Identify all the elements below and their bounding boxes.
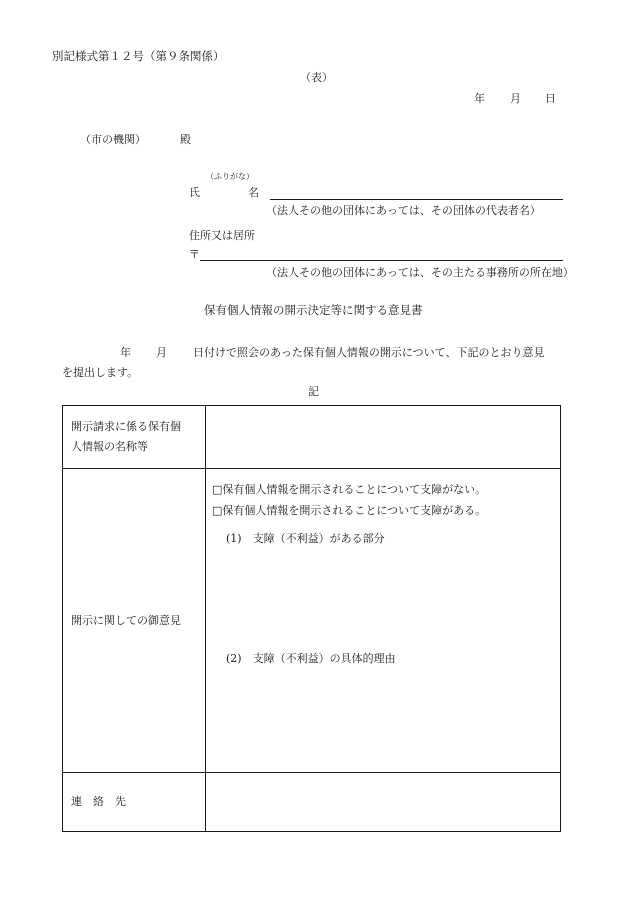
- name-note: （法人その他の団体にあっては、その団体の代表者名）: [266, 204, 541, 217]
- name-label-char1: 氏: [189, 186, 200, 199]
- opinion-form-table: [62, 405, 561, 832]
- sub-item-specific-reason: (2) 支障（不利益）の具体的理由: [226, 652, 396, 665]
- date-year-label: 年: [474, 92, 485, 105]
- ki-heading: 記: [308, 385, 319, 398]
- request-info-label-line2: 人情報の名称等: [71, 440, 148, 453]
- address-input-line[interactable]: [200, 260, 563, 261]
- table-row-opinion: [63, 469, 561, 773]
- contact-label: 連 絡 先: [63, 773, 206, 832]
- name-label-char2: 名: [248, 186, 259, 199]
- side-label: （表）: [300, 71, 333, 84]
- addressee-organ: （市の機関）: [80, 133, 146, 146]
- contact-input[interactable]: [206, 773, 561, 832]
- sub-item-affected-part: (1) 支障（不利益）がある部分: [226, 532, 385, 545]
- request-info-input[interactable]: [206, 406, 561, 469]
- form-number: 別記様式第１２号（第９条関係）: [52, 49, 225, 63]
- table-row-request-info: [63, 406, 561, 469]
- body-month-label: 月: [156, 346, 167, 359]
- date-day-label: 日: [545, 92, 556, 105]
- postal-mark: 〒: [189, 248, 200, 261]
- furigana-label: （ふりがな）: [206, 172, 254, 181]
- date-month-label: 月: [510, 92, 521, 105]
- body-year-label: 年: [120, 346, 131, 359]
- request-info-label: [63, 406, 206, 469]
- opinion-cell: [206, 469, 561, 773]
- document-title: 保有個人情報の開示決定等に関する意見書: [204, 303, 423, 317]
- addressee-honorific: 殿: [180, 133, 191, 146]
- body-line2: を提出します。: [62, 366, 139, 379]
- address-note: （法人その他の団体にあっては、その主たる事務所の所在地）: [266, 266, 574, 279]
- address-label: 住所又は居所: [189, 229, 255, 242]
- table-row-contact: [63, 773, 561, 832]
- body-line1: 日付けで照会のあった保有個人情報の開示について、下記のとおり意見: [193, 346, 545, 359]
- request-info-label-line1: 開示請求に係る保有個: [71, 420, 181, 433]
- option-no-objection[interactable]: □保有個人情報を開示されることについて支障がない。: [212, 483, 487, 496]
- name-input-line[interactable]: [270, 199, 563, 200]
- opinion-label: 開示に関しての御意見: [63, 469, 206, 773]
- option-objection[interactable]: □保有個人情報を開示されることについて支障がある。: [212, 504, 487, 517]
